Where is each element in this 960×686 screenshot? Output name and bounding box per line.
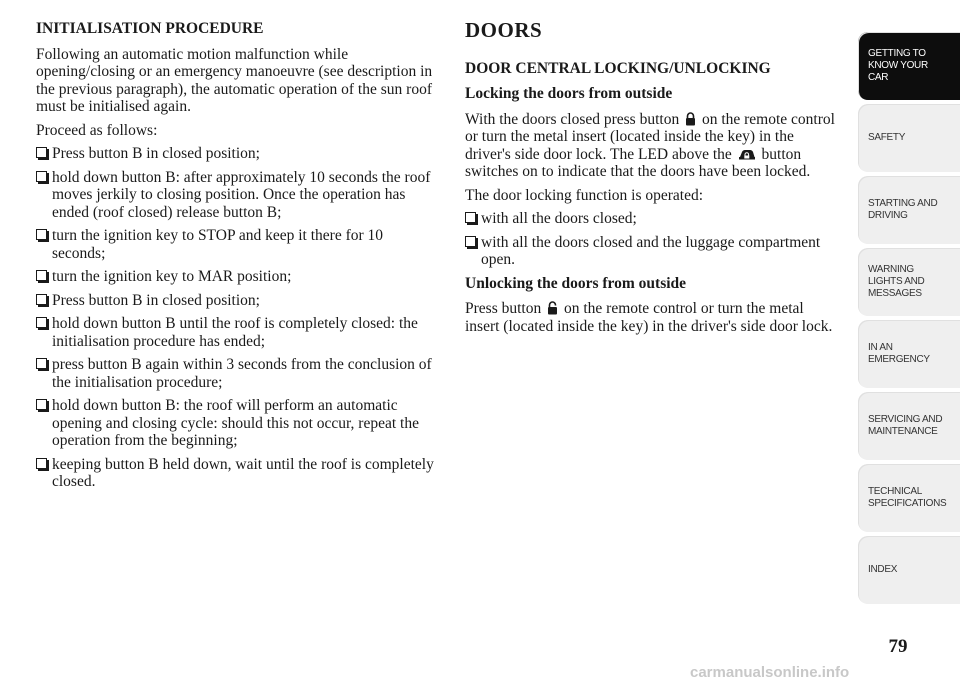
unlocking-paragraph: Press button on the remote control or turn the metal insert (located inside the key) in the driver's side door lock. xyxy=(465,300,833,335)
steps-list xyxy=(36,145,436,491)
locking-conditions-list xyxy=(465,210,840,269)
right-column xyxy=(465,20,840,341)
checkbox-bullet-icon xyxy=(36,294,47,305)
checkbox-bullet-icon xyxy=(36,458,47,469)
locking-subheading: Locking the doors from outside xyxy=(465,85,673,102)
locking-paragraph: With the doors closed press button on the remote control or turn the metal insert (located inside the key) in the driver's side door lock. The LED above the button switches on to indicate that the doors have been locked. xyxy=(465,110,835,180)
list-item: hold down button B until the roof is completely closed: the initialisation procedure has ended; xyxy=(36,315,436,350)
padlock-open-icon xyxy=(547,301,558,315)
list-item: with all the doors closed; xyxy=(465,210,840,228)
intro-paragraph: Following an automatic motion malfunction while opening/closing or an emergency manoeuvre (see description in the previous paragraph), the automatic operation of the sun roof must be initialised again. xyxy=(36,45,433,115)
list-item: hold down button B: the roof will perform an automatic opening and closing cycle: should this not occur, repeat the operation from the beginning; xyxy=(36,397,436,450)
tab-technical-specifications[interactable]: TECHNICAL SPECIFICATIONS xyxy=(858,464,960,532)
initialisation-heading: INITIALISATION PROCEDURE xyxy=(36,20,264,37)
proceed-text: Proceed as follows: xyxy=(36,121,158,139)
tab-warning-lights-and-messages[interactable]: WARNING LIGHTS AND MESSAGES xyxy=(858,248,960,316)
list-item: with all the doors closed and the luggage compartment open. xyxy=(465,234,840,269)
tab-index[interactable]: INDEX xyxy=(858,536,960,604)
list-item: turn the ignition key to MAR position; xyxy=(36,268,436,286)
unlocking-subheading: Unlocking the doors from outside xyxy=(465,274,687,292)
tab-getting-to-know-your-car[interactable]: GETTING TO KNOW YOUR CAR xyxy=(858,32,960,100)
checkbox-bullet-icon xyxy=(465,212,476,223)
page-number: 79 xyxy=(888,636,908,657)
checkbox-bullet-icon xyxy=(36,171,47,182)
checkbox-bullet-icon xyxy=(36,147,47,158)
checkbox-bullet-icon xyxy=(36,317,47,328)
car-lock-led-icon xyxy=(738,147,756,161)
list-item: Press button B in closed position; xyxy=(36,292,436,310)
list-item: turn the ignition key to STOP and keep it there for 10 seconds; xyxy=(36,227,436,262)
chapter-sidebar xyxy=(858,0,960,686)
list-item: press button B again within 3 seconds from the conclusion of the initialisation procedure; xyxy=(36,356,436,391)
checkbox-bullet-icon xyxy=(36,399,47,410)
tab-starting-and-driving[interactable]: STARTING AND DRIVING xyxy=(858,176,960,244)
locking-operated-text: The door locking function is operated: xyxy=(465,186,704,204)
watermark: carmanualsonline.info xyxy=(690,664,850,681)
tab-safety[interactable]: SAFETY xyxy=(858,104,960,172)
list-item: keeping button B held down, wait until the roof is completely closed. xyxy=(36,456,436,491)
checkbox-bullet-icon xyxy=(36,270,47,281)
central-locking-heading: DOOR CENTRAL LOCKING/UNLOCKING xyxy=(465,59,771,77)
list-item: hold down button B: after approximately 10 seconds the roof moves jerkily to closing position. Once the operation has ended (roof closed) release button B; xyxy=(36,169,436,222)
tab-in-an-emergency[interactable]: IN AN EMERGENCY xyxy=(858,320,960,388)
left-column xyxy=(36,20,436,497)
list-item: Press button B in closed position; xyxy=(36,145,436,163)
checkbox-bullet-icon xyxy=(36,358,47,369)
doors-title: DOORS xyxy=(465,18,543,42)
padlock-closed-icon xyxy=(685,112,696,126)
checkbox-bullet-icon xyxy=(465,236,476,247)
tab-servicing-and-maintenance[interactable]: SERVICING AND MAINTENANCE xyxy=(858,392,960,460)
checkbox-bullet-icon xyxy=(36,229,47,240)
